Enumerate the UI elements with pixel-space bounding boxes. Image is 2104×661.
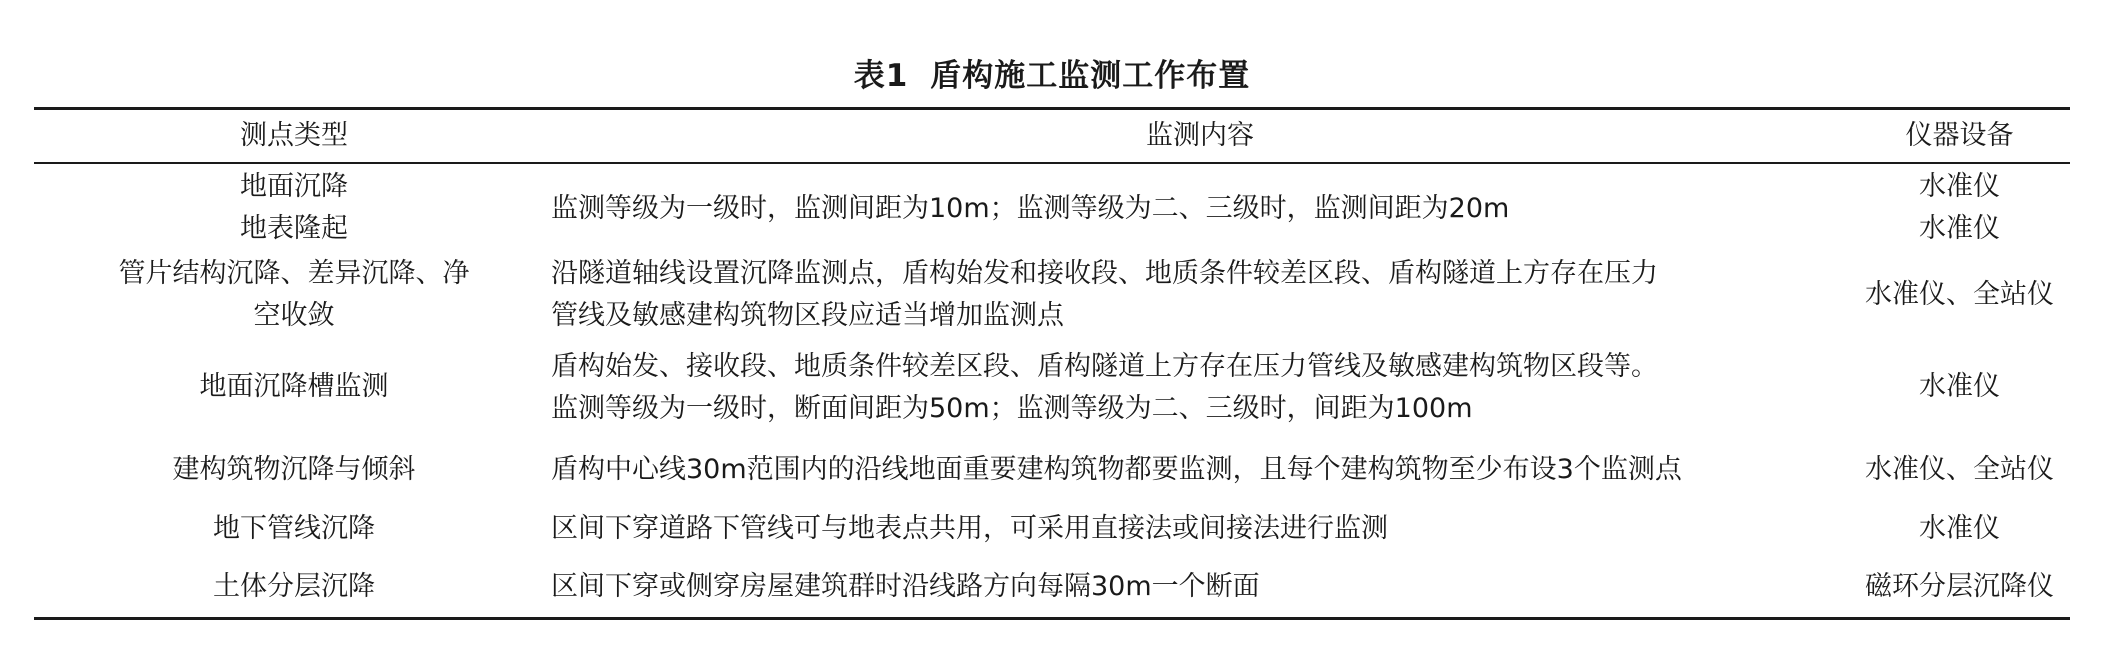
row-4-content: 盾构中心线30m范围内的沿线地面重要建构筑物都要监测，且每个建构筑物至少布设3个监测点 xyxy=(551,454,1682,485)
row-5-content: 区间下穿道路下管线可与地表点共用，可采用直接法或间接法进行监测 xyxy=(551,513,1388,544)
header-type: 测点类型 xyxy=(240,120,348,151)
row-4-equipment: 水准仪、全站仪 xyxy=(1865,454,2054,485)
table-header-rule xyxy=(34,162,2070,164)
row-2-content-line-1: 沿隧道轴线设置沉降监测点，盾构始发和接收段、地质条件较差区段、盾构隧道上方存在压力 xyxy=(551,258,1658,289)
header-equipment: 仪器设备 xyxy=(1905,120,2014,151)
row-3-equipment: 水准仪 xyxy=(1919,371,2000,402)
table-bottom-rule xyxy=(34,617,2070,620)
header-content: 监测内容 xyxy=(1146,120,1254,151)
table-caption-text: 盾构施工监测工作布置 xyxy=(930,58,1251,94)
row-3-content-line-2: 监测等级为一级时，断面间距为50m；监测等级为二、三级时，间距为100m xyxy=(551,393,1473,424)
row-6-equipment: 磁环分层沉降仪 xyxy=(1865,571,2054,602)
row-5-type: 地下管线沉降 xyxy=(213,513,375,544)
row-2-equipment: 水准仪、全站仪 xyxy=(1865,279,2054,310)
row-1-type xyxy=(34,166,554,250)
row-2-type-line-1: 管片结构沉降、差异沉降、净 xyxy=(118,258,470,289)
row-2-type xyxy=(34,253,554,337)
row-3-content xyxy=(551,346,1849,430)
row-3-type: 地面沉降槽监测 xyxy=(199,371,389,402)
row-6-type: 土体分层沉降 xyxy=(213,571,375,602)
row-1-equipment-line-2: 水准仪 xyxy=(1919,213,2000,244)
table-caption-number: 表1 xyxy=(853,58,909,94)
row-1-type-line-1: 地面沉降 xyxy=(240,171,348,202)
row-1-content: 监测等级为一级时，监测间距为10m；监测等级为二、三级时，监测间距为20m xyxy=(551,193,1510,224)
row-1-type-line-2: 地表隆起 xyxy=(240,213,348,244)
row-2-content-line-2: 管线及敏感建构筑物区段应适当增加监测点 xyxy=(551,300,1064,331)
table-top-rule xyxy=(34,107,2070,110)
row-6-content: 区间下穿或侧穿房屋建筑群时沿线路方向每隔30m一个断面 xyxy=(551,571,1260,602)
row-1-equipment xyxy=(1849,166,2070,250)
row-1-equipment-line-1: 水准仪 xyxy=(1919,171,2000,202)
row-2-type-line-2: 空收敛 xyxy=(253,300,335,331)
row-4-type: 建构筑物沉降与倾斜 xyxy=(172,454,416,485)
table-caption xyxy=(0,50,2104,95)
row-3-content-line-1: 盾构始发、接收段、地质条件较差区段、盾构隧道上方存在压力管线及敏感建构筑物区段等。 xyxy=(551,351,1658,382)
row-5-equipment: 水准仪 xyxy=(1919,513,2000,544)
row-2-content xyxy=(551,253,1849,337)
